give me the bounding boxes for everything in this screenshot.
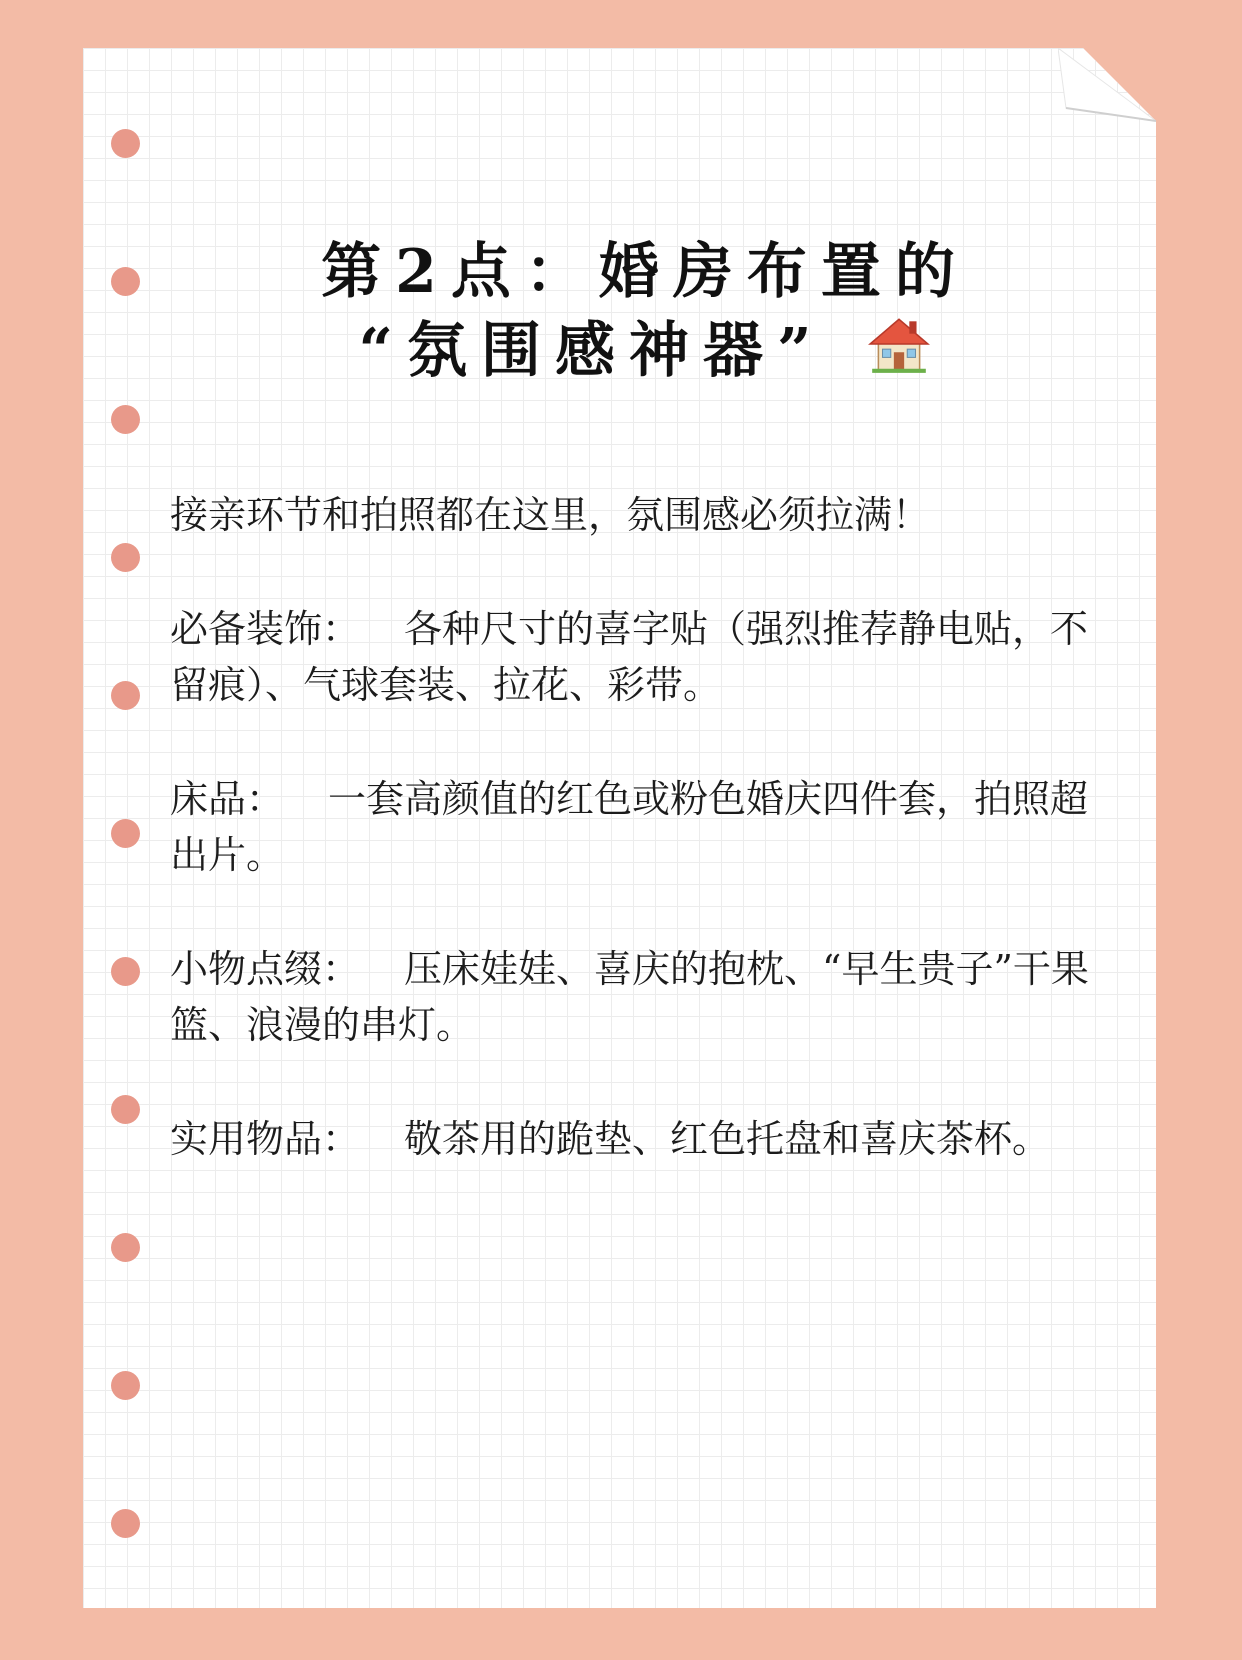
item-text: 各种尺寸的喜字贴（强烈推荐静电贴，不留痕）、气球套装、拉花、彩带。 xyxy=(170,607,1089,707)
page-title xyxy=(180,233,1110,390)
binder-hole xyxy=(111,819,140,848)
binder-hole xyxy=(111,1509,140,1538)
binder-hole xyxy=(111,267,140,296)
content-body xyxy=(170,487,1110,1225)
item-label: 床品： xyxy=(170,777,285,821)
page-fold-corner xyxy=(1058,48,1156,124)
item-label: 实用物品： xyxy=(170,1117,361,1161)
title-line-1: 第2点：婚房布置的 xyxy=(321,237,969,307)
item-label: 必备装饰： xyxy=(170,607,361,651)
item-label: 小物点缀： xyxy=(170,947,361,991)
binder-hole xyxy=(111,543,140,572)
item-text: 敬茶用的跪垫、红色托盘和喜庆茶杯。 xyxy=(404,1117,1051,1161)
binder-hole xyxy=(111,1233,140,1262)
intro-text: 接亲环节和拍照都在这里，氛围感必须拉满！ xyxy=(170,493,931,537)
binder-hole xyxy=(111,1095,140,1124)
title-line-2-text: “氛围感神器” xyxy=(358,316,826,386)
binder-hole xyxy=(111,1371,140,1400)
binder-hole xyxy=(111,129,140,158)
binder-hole xyxy=(111,957,140,986)
title-line-2 xyxy=(180,311,1110,390)
list-item xyxy=(170,771,1110,883)
item-text: 压床娃娃、喜庆的抱枕、“早生贵子”干果篮、浪漫的串灯。 xyxy=(170,947,1089,1047)
house-icon xyxy=(866,311,932,377)
list-item xyxy=(170,1111,1110,1167)
item-text: 一套高颜值的红色或粉色婚庆四件套，拍照超出片。 xyxy=(170,777,1089,877)
binder-hole xyxy=(111,405,140,434)
binder-hole xyxy=(111,681,140,710)
list-item xyxy=(170,601,1110,713)
list-item xyxy=(170,941,1110,1053)
